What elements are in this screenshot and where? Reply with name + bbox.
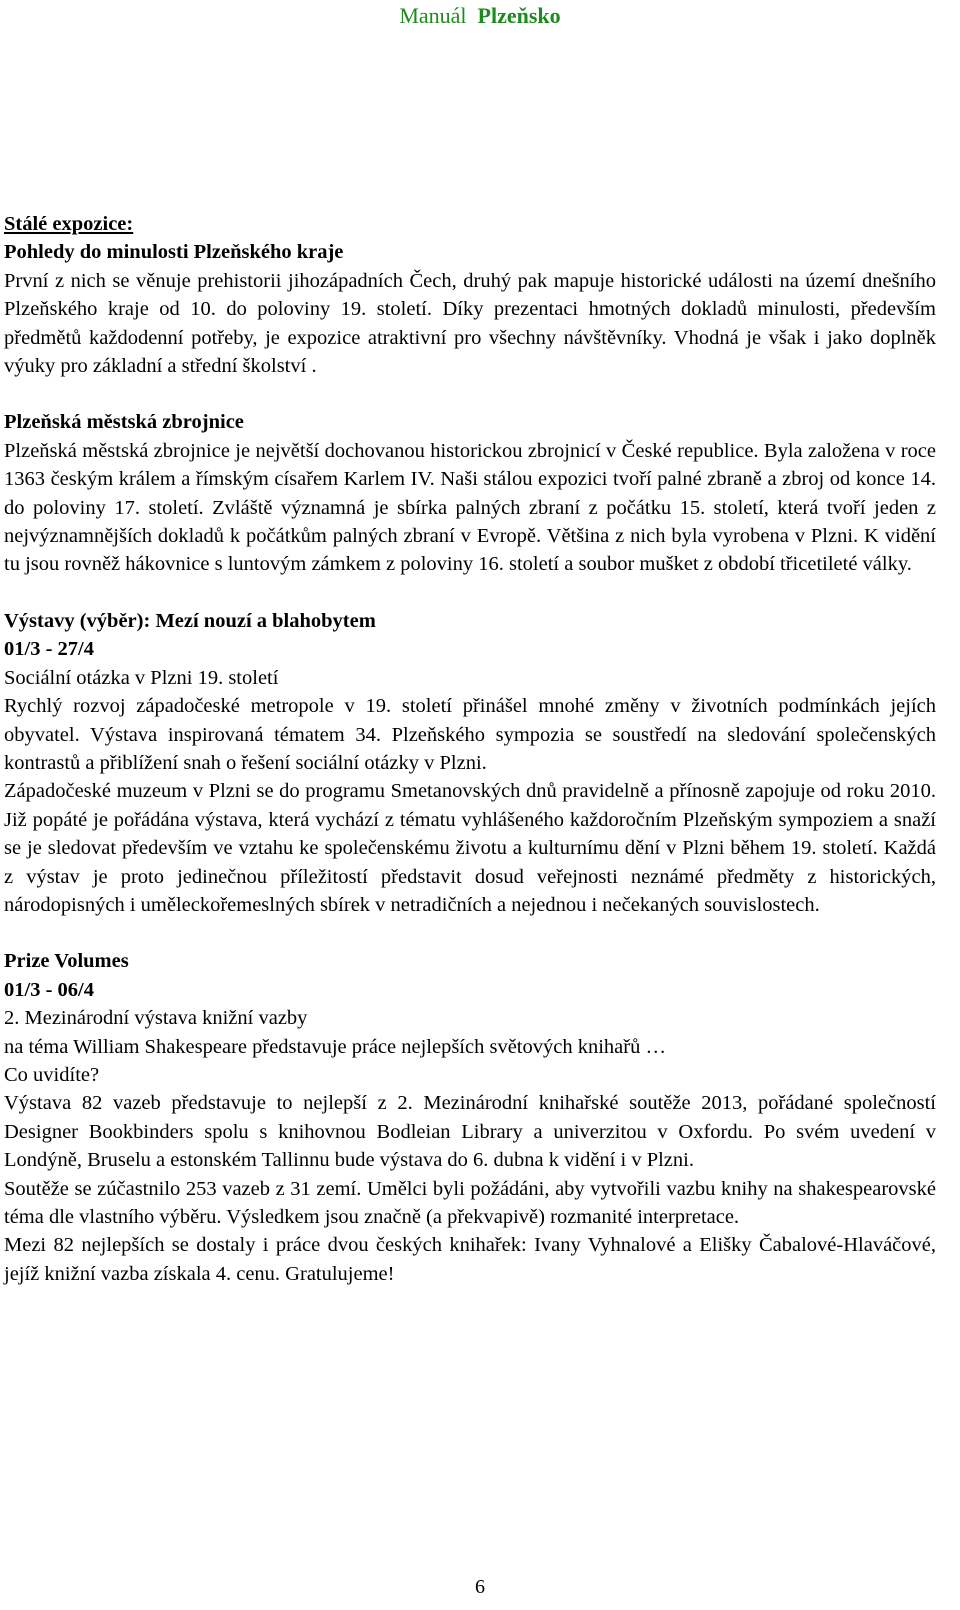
header-title-part2: Plzeňsko bbox=[477, 3, 561, 28]
exhibition-paragraph-prize-2: Soutěže se zúčastnilo 253 vazeb z 31 zemí. Umělci byli požádáni, aby vytvořili vazbu knihy na shakespearovské téma dle vlastního výběru. Výsledkem jsou značně (a překvapivě) rozmanité interpretace. bbox=[4, 1177, 936, 1228]
exhibition-title-poverty: Výstavy (výběr): Mezí nouzí a blahobytem bbox=[4, 609, 376, 632]
exhibition-dates-poverty: 01/3 - 27/4 bbox=[4, 638, 94, 661]
exhibition-paragraph-poverty-1: Rychlý rozvoj západočeské metropole v 19. století přinášel mnohé změny v životních podmínkách jejích obyvatel. Výstava inspirovaná tématem 34. Plzeňského sympozia se soustředí na sledování společenských kontrastů a přiblížení snah o řešení sociální otázky v Plzni. bbox=[4, 695, 936, 774]
exhibition-title-prize-volumes: Prize Volumes bbox=[4, 950, 129, 973]
spacer bbox=[4, 579, 936, 607]
exhibition-line-bookbinding: 2. Mezinárodní výstava knižní vazby bbox=[4, 1007, 308, 1030]
exhibition-subtitle-poverty: Sociální otázka v Plzni 19. století bbox=[4, 666, 279, 689]
exhibit-title-history: Pohledy do minulosti Plzeňského kraje bbox=[4, 241, 344, 264]
exhibition-paragraph-prize-1: Výstava 82 vazeb představuje to nejlepší z 2. Mezinárodní knihařské soutěže 2013, pořádané společností Designer Bookbinders spolu s knihovnou Bodleian Library a univerzitou v Oxfordu. Po svém uvedení v Londýně, Bruselu a estonském Tallinnu bude výstava do 6. dubna k vidění i v Plzni. bbox=[4, 1092, 936, 1172]
permanent-exhibitions-heading: Stálé expozice: bbox=[4, 213, 134, 235]
exhibition-paragraph-poverty-2: Západočeské muzeum v Plzni se do programu Smetanovských dnů pravidelně a přínosně zapojuje od roku 2010. Již popáté je pořádána výstava, která vychází z tématu vyhlášeného každoročním Plzeňským sympoziem a snaží se je sledovat především ve vztahu ke společenskému životu a kulturnímu dění v Plzni během 19. století. Každá z výstav je proto jedinečnou příležitostí představit dosud veřejnosti neznámé předměty z historických, národopisných i uměleckořemeslných sbírek v netradičních a nejednou i nečekaných souvislostech. bbox=[4, 780, 936, 916]
exhibit-text-armory: Plzeňská městská zbrojnice je největší dochovanou historickou zbrojnicí v České republice. Byla založena v roce 1363 českým králem a římským císařem Karlem IV. Naši stálou expozici tvoří palné zbraně a zbroj od konce 14. do poloviny 17. století. Zvláště významná je sbírka palných zbraní z počátku 15. století, která tvoří jeden z nejvýznamnějších dokladů k počátkům palných zbraní v Evropě. Většina z nich byla vyrobena v Plzni. K vidění tu jsou rovněž hákovnice s luntovým zámkem z poloviny 16. století a soubor mušket z období třicetileté války. bbox=[4, 439, 936, 576]
exhibit-text-history: První z nich se věnuje prehistorii jihozápadních Čech, druhý pak mapuje historické události na území dnešního Plzeňského kraje od 10. do poloviny 19. století. Díky prezentaci hmotných dokladů minulosti, především předmětů každodenní potřeby, je expozice atraktivní pro všechny návštěvníky. Vhodná je však i jako doplněk výuky pro základní a střední školství . bbox=[4, 269, 936, 378]
exhibition-paragraph-prize-3: Mezi 82 nejlepších se dostaly i práce dvou českých knihařek: Ivany Vyhnalové a Elišky Čabalové-Hlaváčové, jejíž knižní vazba získala 4. cenu. Gratulujeme! bbox=[4, 1234, 936, 1285]
page-number: 6 bbox=[475, 1576, 485, 1598]
header-title-part1: Manuál bbox=[399, 3, 467, 28]
exhibition-line-shakespeare: na téma William Shakespeare představuje práce nejlepších světových knihařů … bbox=[4, 1035, 666, 1058]
spacer bbox=[4, 380, 936, 408]
running-header bbox=[0, 2, 960, 30]
spacer bbox=[4, 919, 936, 947]
document-body bbox=[4, 210, 936, 1288]
exhibition-dates-prize-volumes: 01/3 - 06/4 bbox=[4, 978, 94, 1001]
exhibition-question: Co uvidíte? bbox=[4, 1063, 100, 1086]
exhibit-title-armory: Plzeňská městská zbrojnice bbox=[4, 411, 244, 434]
